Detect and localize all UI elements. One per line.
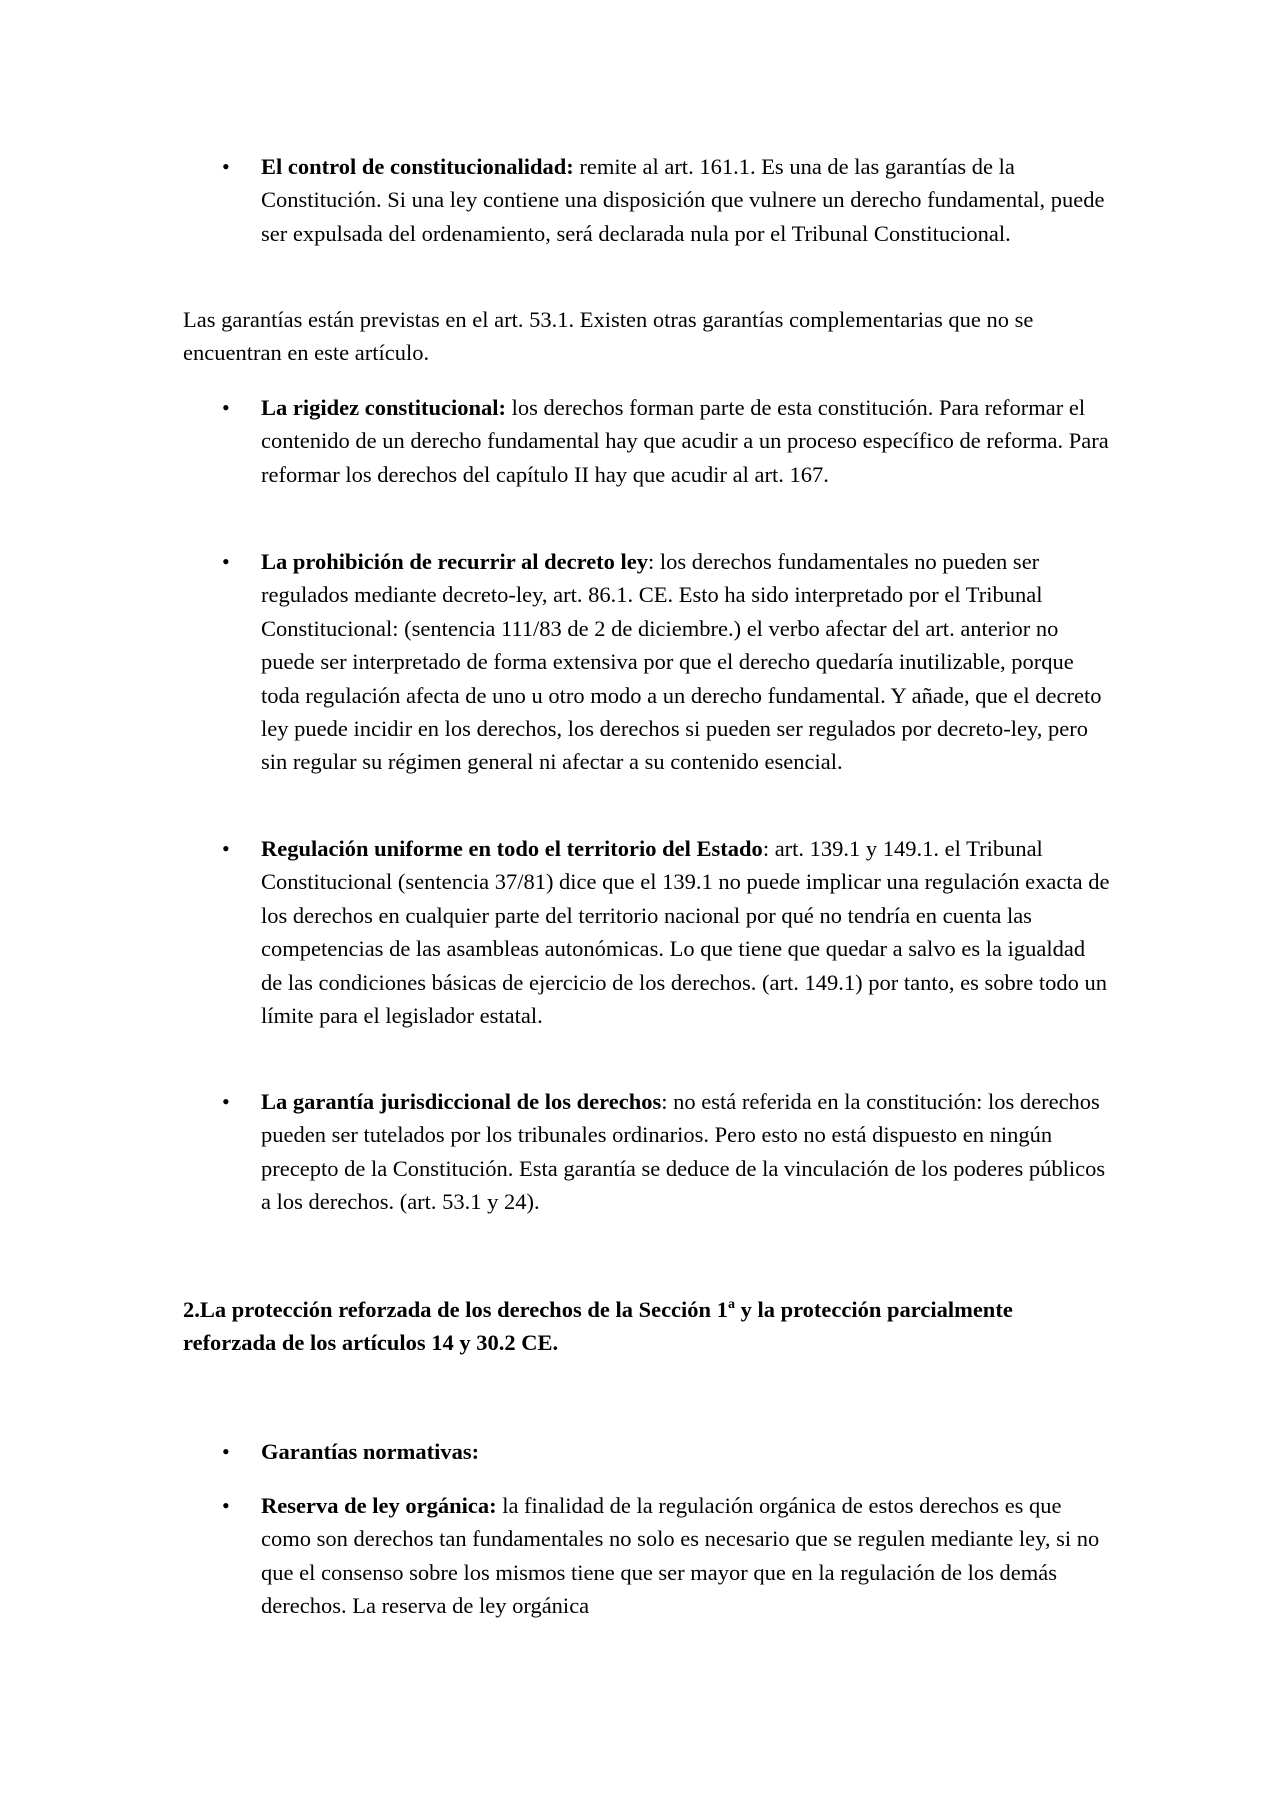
- list-item-garantias-normativas: [261, 1435, 1111, 1468]
- heading-text: 2.La protección reforzada de los derechos de la Sección 1: [183, 1297, 728, 1322]
- list-item-text: remite al art. 161.1. Es una de las garantías de la Constitución. Si una ley contiene una disposición que vulnere un derecho fundamental, puede ser expulsada del ordenamiento, será declarada nula por el Tribunal Constitucional.: [261, 154, 1105, 246]
- bullet-icon: •: [222, 836, 230, 861]
- list-item-text: : no está referida en la constitución: los derechos pueden ser tutelados por los tribunales ordinarios. Pero esto no está dispuesto en ningún precepto de la Constitución. Esta garantía se deduce de la vinculación de los poderes públicos a los derechos. (art. 53.1 y 24).: [261, 1089, 1106, 1215]
- list-item-text: los derechos forman parte de esta constitución. Para reformar el contenido de un derecho fundamental hay que acudir a un proceso específico de reforma. Para reformar los derechos del capítulo II hay que acudir al art. 167.: [261, 395, 1109, 487]
- list-item-title: El control de constitucionalidad:: [261, 154, 574, 179]
- list-item-text: : los derechos fundamentales no pueden ser regulados mediante decreto-ley, art. 86.1. CE. Esto ha sido interpretado por el Tribunal Constitucional: (sentencia 111/83 de 2 de diciembre.) el verbo afectar del art. anterior no puede ser interpretado de forma extensiva por que el derecho quedaría inutilizable, porque toda regulación afecta de uno u otro modo a un derecho fundamental. Y añade, que el decreto ley puede incidir en los derechos, los derechos si pueden ser regulados por decreto-ley, pero sin regular su régimen general ni afectar a su contenido esencial.: [261, 549, 1102, 775]
- list-item-decreto-ley: [261, 545, 1111, 779]
- list-item-title: La rigidez constitucional:: [261, 395, 506, 420]
- bullet-icon: •: [222, 154, 230, 179]
- list-item-control-constitucionalidad: [261, 150, 1111, 250]
- list-item-text: : art. 139.1 y 149.1. el Tribunal Constitucional (sentencia 37/81) dice que el 139.1 no puede implicar una regulación exacta de los derechos en cualquier parte del territorio nacional por qué no tendría en cuenta las competencias de las asambleas autonómicas. Lo que tiene que quedar a salvo es la igualdad de las condiciones básicas de ejercicio de los derechos. (art. 149.1) por tanto, es sobre todo un límite para el legislador estatal.: [261, 836, 1110, 1029]
- list-item-title: La prohibición de recurrir al decreto ley: [261, 549, 649, 574]
- list-item-title: La garantía jurisdiccional de los derechos: [261, 1089, 662, 1114]
- bullet-icon: •: [222, 1439, 230, 1464]
- section-heading: [183, 1293, 1083, 1360]
- heading-superscript: a: [727, 1297, 735, 1312]
- heading-text-continued: y la protección parcialmente reforzada de los artículos 14 y 30.2 CE.: [183, 1297, 1013, 1356]
- bullet-icon: •: [222, 1089, 230, 1114]
- bullet-icon: •: [222, 549, 230, 574]
- list-item-rigidez-constitucional: [261, 391, 1111, 491]
- list-item-title: Reserva de ley orgánica:: [261, 1493, 497, 1518]
- bullet-icon: •: [222, 1493, 230, 1518]
- list-item-reserva-ley-organica: [261, 1489, 1111, 1623]
- paragraph-garantias: Las garantías están previstas en el art. 53.1. Existen otras garantías complementarias que no se encuentran en este artículo.: [183, 307, 1034, 366]
- list-item-regulacion-uniforme: [261, 832, 1111, 1032]
- list-item-title: Garantías normativas:: [261, 1439, 480, 1464]
- list-item-garantia-jurisdiccional: [261, 1085, 1111, 1219]
- list-item-title: Regulación uniforme en todo el territorio del Estado: [261, 836, 763, 861]
- list-item-text: la finalidad de la regulación orgánica de estos derechos es que como son derechos tan fundamentales no solo es necesario que se regulen mediante ley, si no que el consenso sobre los mismos tiene que ser mayor que en la regulación de los demás derechos. La reserva de ley orgánica: [261, 1493, 1100, 1619]
- bullet-icon: •: [222, 395, 230, 420]
